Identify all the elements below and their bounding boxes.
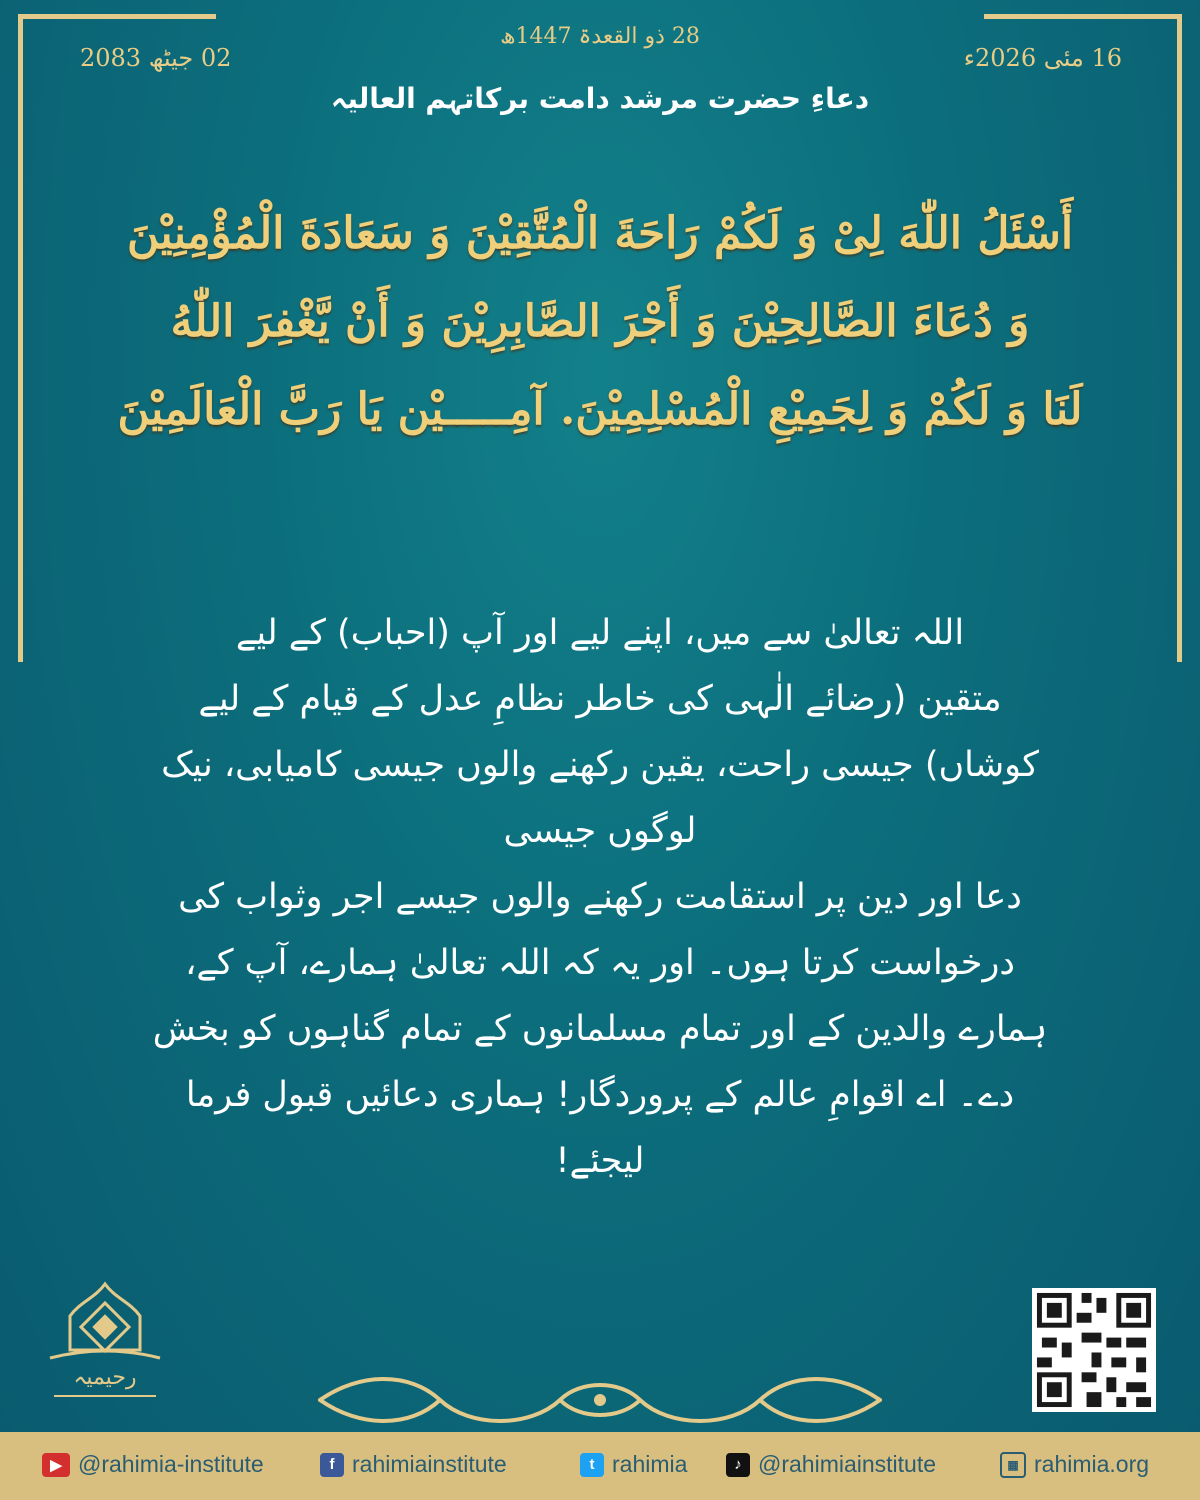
urdu-translation xyxy=(120,600,1080,1194)
frame-top-left xyxy=(18,14,216,19)
frame-top-right xyxy=(984,14,1182,19)
urdu-line: درخواست کرتا ہوں۔ اور یہ کہ اللہ تعالیٰ ہمارے، آپ کے، xyxy=(185,943,1015,983)
rahimia-logo-icon xyxy=(40,1280,170,1410)
facebook-handle: rahimiainstitute xyxy=(352,1451,507,1477)
youtube-icon: ▶ xyxy=(42,1453,70,1477)
bikrami-date: 02 جیٹھ 2083 xyxy=(80,44,232,72)
tiktok-handle: @rahimiainstitute xyxy=(758,1451,937,1477)
urdu-line: دعا اور دین پر استقامت رکھنے والوں جیسے اجر وثواب کی xyxy=(178,877,1022,917)
urdu-line: دے۔ اے اقوامِ عالم کے پروردگار! ہماری دعائیں قبول فرما xyxy=(185,1075,1015,1115)
twitter-icon: t xyxy=(580,1453,604,1477)
youtube-handle: @rahimia-institute xyxy=(78,1451,264,1477)
arabic-line: وَ دُعَاءَ الصَّالِحِیْنَ وَ أَجْرَ الصَّابِرِیْنَ وَ أَنْ یَّغْفِرَ اللّٰهُ xyxy=(170,296,1030,347)
tiktok-icon: ♪ xyxy=(726,1453,750,1477)
website-handle: rahimia.org xyxy=(1034,1451,1150,1477)
qr-code-icon xyxy=(1032,1288,1156,1412)
gregorian-date: 16 مئی 2026ء xyxy=(963,44,1122,72)
website-qr-icon: ▦ xyxy=(1000,1452,1026,1478)
website-link[interactable] xyxy=(1000,1451,1149,1478)
urdu-line: کوشاں) جیسی راحت، یقین رکھنے والوں جیسی کامیابی، نیک لوگوں جیسی xyxy=(161,745,1039,851)
dua-title: دعاءِ حضرت مرشد دامت برکاتہم العالیہ xyxy=(330,82,870,115)
arabic-line: لَنَا وَ لَكُمْ وَ لِجَمِیْعِ الْمُسْلِمِیْنَ. آمِـــــیْن یَا رَبَّ الْعَالَمِیْنَ xyxy=(117,384,1083,435)
urdu-line: متقین (رضائے الٰہی کی خاطر نظامِ عدل کے قیام کے لیے xyxy=(198,679,1002,719)
twitter-handle: rahimia xyxy=(612,1451,688,1477)
arabic-line: أَسْئَلُ اللّٰهَ لِیْ وَ لَكُمْ رَاحَةَ الْمُتَّقِیْنَ وَ سَعَادَةَ الْمُؤْمِنِیْنَ xyxy=(126,208,1074,259)
hijri-date: 28 ذو القعدۃ 1447ھ xyxy=(500,24,700,49)
facebook-link[interactable] xyxy=(320,1451,507,1478)
urdu-line: ہمارے والدین کے اور تمام مسلمانوں کے تمام گناہوں کو بخش xyxy=(152,1009,1048,1049)
arabic-dua xyxy=(80,190,1120,454)
urdu-line: لیجئے! xyxy=(555,1141,645,1181)
logo-text: رحیمیہ xyxy=(73,1365,137,1390)
twitter-link[interactable] xyxy=(580,1451,687,1478)
ornament-flourish-icon xyxy=(300,1372,900,1428)
tiktok-link[interactable] xyxy=(726,1451,936,1478)
urdu-line: اللہ تعالیٰ سے میں، اپنے لیے اور آپ (احباب) کے لیے xyxy=(235,613,965,653)
facebook-icon: f xyxy=(320,1453,344,1477)
youtube-link[interactable] xyxy=(42,1451,264,1478)
